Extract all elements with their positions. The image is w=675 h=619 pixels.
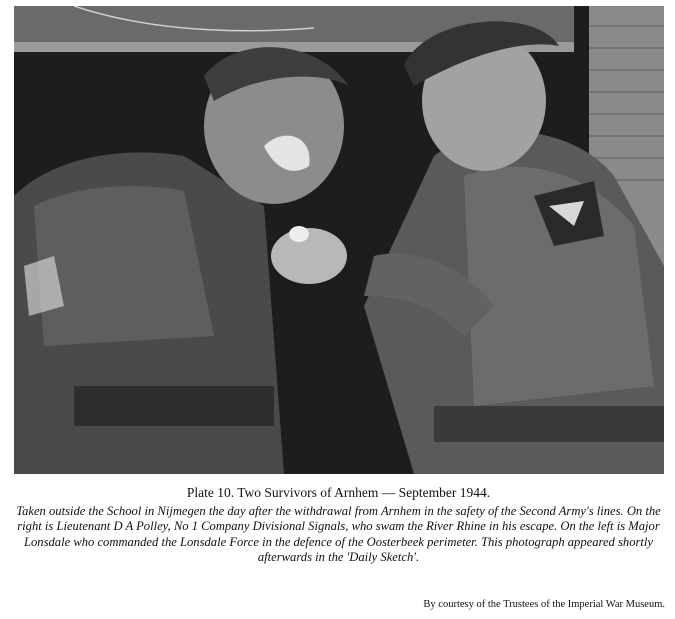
archival-photograph — [14, 6, 664, 474]
photo-credit: By courtesy of the Trustees of the Imperial War Museum. — [423, 599, 665, 610]
plate-description: Taken outside the School in Nijmegen the day after the withdrawal from Arnhem in the safety of the Second Army's lines. On the right is Lieutenant D A Polley, No 1 Company Divisional Signals, who swam the River Rhine in his escape. On the left is Major Lonsdale who commanded the Lonsdale Force in the defence of the Oosterbeek perimeter. This photograph appeared shortly afterwards in the 'Daily Sketch'. — [16, 504, 661, 565]
plate-title: Plate 10. Two Survivors of Arnhem — September 1944. — [186, 485, 491, 500]
plate-caption — [8, 484, 669, 566]
